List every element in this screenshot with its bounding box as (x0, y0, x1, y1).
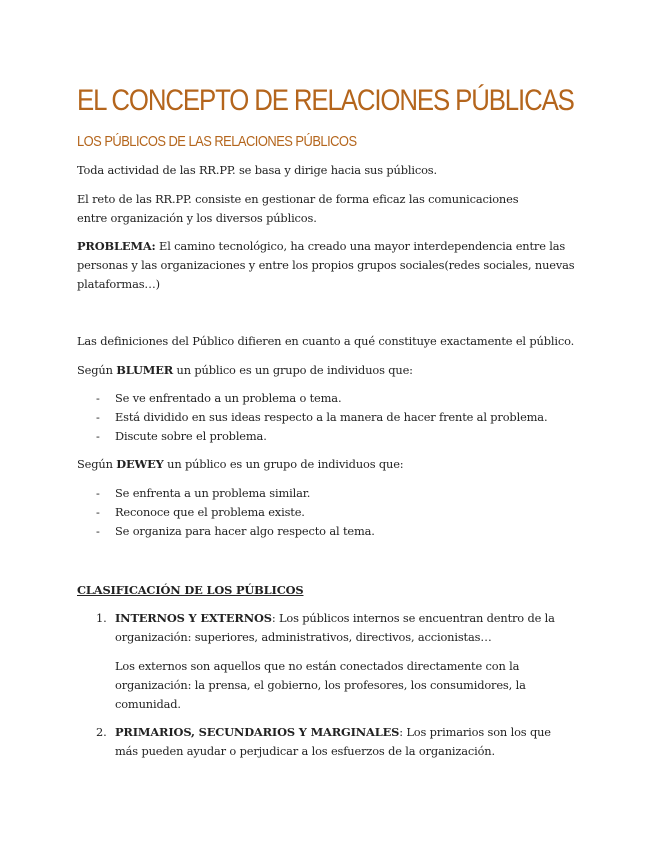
list-item (77, 503, 577, 522)
list-item (77, 389, 577, 408)
dash-bullet: - (96, 486, 100, 500)
list-item-text: Se organiza para hacer algo respecto al tema. (115, 524, 375, 538)
list-item (77, 522, 577, 541)
item-extra: Los externos son aquellos que no están conectados directamente con la organización: la prensa, el gobierno, los profesores, los consumidores, la comunidad. (115, 659, 526, 711)
list-item-text: Está dividido en sus ideas respecto a la manera de hacer frente al problema. (115, 410, 548, 424)
list-item-text: Se ve enfrentado a un problema o tema. (115, 391, 342, 405)
list-item (77, 408, 577, 427)
item-body (115, 723, 556, 761)
list-item-text: Discute sobre el problema. (115, 429, 267, 443)
item-number: 2. (96, 725, 107, 739)
list-item (77, 484, 577, 503)
list-item-text: Se enfrenta a un problema similar. (115, 486, 311, 500)
item-label: PRIMARIOS, SECUNDARIOS Y MARGINALES (115, 725, 400, 739)
problem-label: PROBLEMA: (77, 239, 156, 253)
list-item-text: Reconoce que el problema existe. (115, 505, 305, 519)
dash-bullet: - (96, 505, 100, 519)
classification-item-2 (96, 723, 556, 761)
blumer-list (77, 389, 577, 446)
dewey-intro-prefix: Según (77, 457, 117, 471)
blumer-name: BLUMER (116, 363, 174, 377)
paragraph-definitions: Las definiciones del Público difieren en cuanto a qué constituye exactamente el público. (77, 334, 575, 348)
dewey-list (77, 484, 577, 541)
dewey-intro-suffix: un público es un grupo de individuos que: (163, 457, 404, 471)
classification-title: CLASIFICACIÓN DE LOS PÚBLICOS (77, 583, 304, 597)
dewey-intro (77, 455, 577, 474)
dash-bullet: - (96, 410, 100, 424)
blumer-intro-suffix: un público es un grupo de individuos que: (173, 363, 413, 377)
dash-bullet: - (96, 429, 100, 443)
item-label: INTERNOS Y EXTERNOS (115, 611, 272, 625)
problem-text: El camino tecnológico, ha creado una mayor interdependencia entre las personas y las organizaciones y entre los propios grupos sociales(redes sociales, nuevas plataformas…) (77, 239, 575, 291)
dash-bullet: - (96, 391, 100, 405)
item-text: : Los públicos internos se encuentran dentro de la organización: superiores, administrativos, directivos, accionistas… (115, 611, 555, 644)
blumer-intro-prefix: Según (77, 363, 117, 377)
section-subtitle: LOS PÚBLICOS DE LAS RELACIONES PÚBLICOS (77, 133, 357, 150)
paragraph-challenge: El reto de las RR.PP. consiste en gestionar de forma eficaz las comunicaciones entre organización y los diversos públicos. (77, 192, 519, 225)
dewey-name: DEWEY (116, 457, 164, 471)
list-item (77, 427, 577, 446)
blumer-intro (77, 361, 577, 380)
page-title: EL CONCEPTO DE RELACIONES PÚBLICAS (77, 84, 574, 117)
paragraph-problem (77, 237, 577, 294)
paragraph-intro: Toda actividad de las RR.PP. se basa y dirige hacia sus públicos. (77, 163, 437, 177)
classification-item-1 (96, 609, 556, 714)
item-body (115, 609, 556, 647)
item-number: 1. (96, 611, 107, 625)
dash-bullet: - (96, 524, 100, 538)
item-text: : Los primarios son los que más pueden ayudar o perjudicar a los esfuerzos de la organización. (115, 725, 551, 758)
